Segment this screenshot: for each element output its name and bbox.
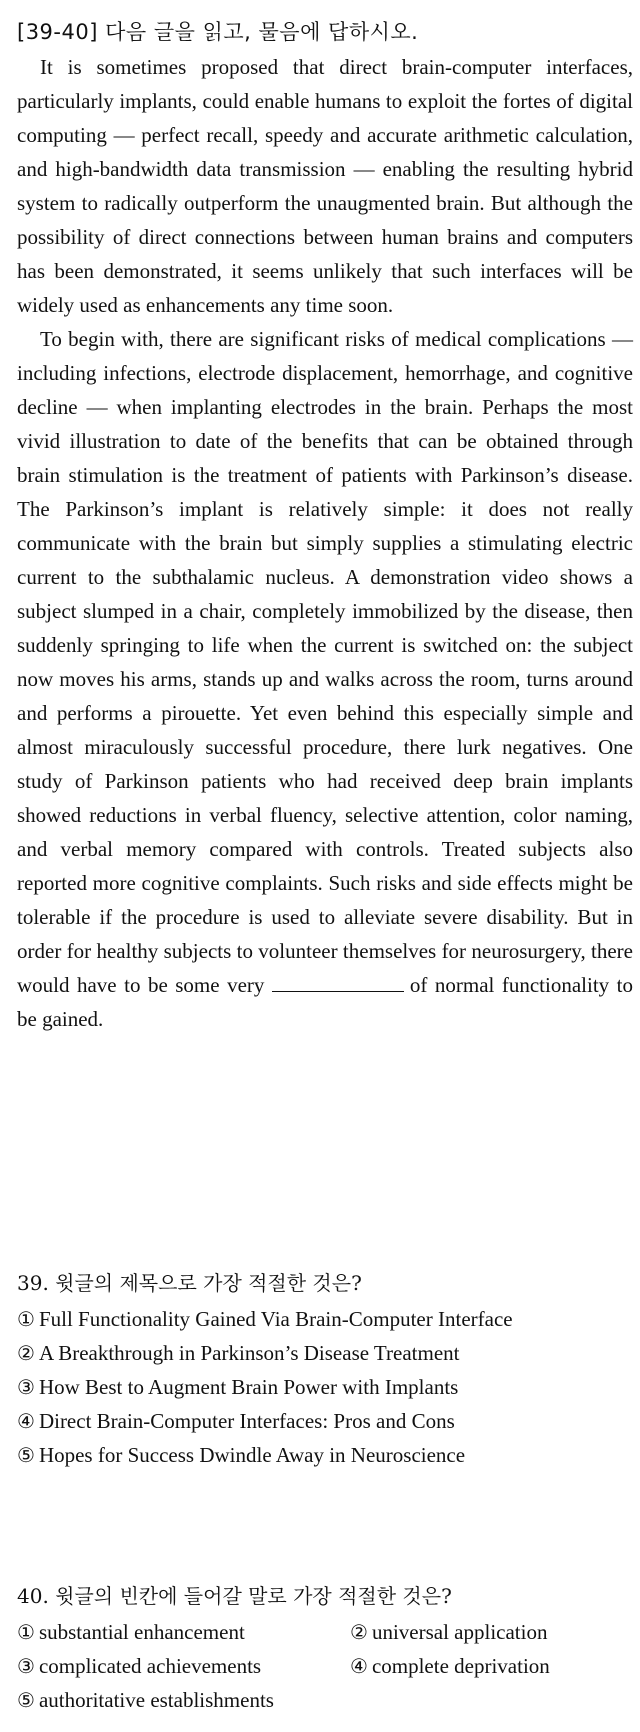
reading-passage bbox=[17, 50, 633, 1036]
question-39-title: 39. 윗글의 제목으로 가장 적절한 것은? bbox=[17, 1271, 362, 1295]
option-text: universal application bbox=[371, 1620, 548, 1644]
q40-option-2[interactable] bbox=[350, 1615, 633, 1649]
option-number: ⑤ bbox=[17, 1443, 35, 1467]
option-text: substantial enhancement bbox=[38, 1620, 245, 1644]
option-text: complicated achievements bbox=[38, 1654, 262, 1678]
q39-option-4[interactable] bbox=[17, 1404, 633, 1438]
answer-blank bbox=[272, 971, 404, 992]
question-40 bbox=[17, 1579, 633, 1717]
q40-option-4[interactable] bbox=[350, 1649, 633, 1683]
q40-option-1[interactable] bbox=[17, 1615, 350, 1649]
option-number: ⑤ bbox=[17, 1688, 35, 1712]
question-set-header: [39-40] 다음 글을 읽고, 물음에 답하시오. bbox=[17, 20, 419, 44]
option-number: ③ bbox=[17, 1654, 35, 1678]
q39-option-5[interactable] bbox=[17, 1438, 633, 1472]
q40-option-3[interactable] bbox=[17, 1649, 350, 1683]
option-number: ④ bbox=[350, 1654, 368, 1678]
option-number: ③ bbox=[17, 1375, 35, 1399]
question-39 bbox=[17, 1266, 633, 1472]
option-text: Direct Brain-Computer Interfaces: Pros and Cons bbox=[38, 1409, 455, 1433]
option-text: A Breakthrough in Parkinson’s Disease Treatment bbox=[38, 1341, 460, 1365]
paragraph-2-text: To begin with, there are significant risks of medical complications — including infections, electrode displacement, hemorrhage, and cognitive decline — when implanting electrodes in the brain. Perhaps the most vivid illustration to date of the benefits that can be obtained through brain stimulation is the treatment of patients with Parkinson’s disease. The Parkinson’s implant is relatively simple: it does not really communicate with the brain but simply supplies a stimulating electric current to the subthalamic nucleus. A demonstration video shows a subject slumped in a chair, completely immobilized by the disease, then suddenly springing to life when the current is switched on: the subject now moves his arms, stands up and walks across the room, turns around and performs a pirouette. Yet even behind this especially simple and almost miraculously successful procedure, there lurk negatives. One study of Parkinson patients who had received deep brain implants showed reductions in verbal fluency, selective attention, color naming, and verbal memory compared with controls. Treated subjects also reported more cognitive complaints. Such risks and side effects might be tolerable if the procedure is used to alleviate severe disability. But in order for healthy subjects to volunteer themselves for neurosurgery, there would have to be some very bbox=[17, 327, 633, 997]
option-text: Hopes for Success Dwindle Away in Neuroscience bbox=[38, 1443, 466, 1467]
option-number: ② bbox=[350, 1620, 368, 1644]
q40-option-5[interactable] bbox=[17, 1683, 350, 1717]
q39-option-3[interactable] bbox=[17, 1370, 633, 1404]
option-number: ① bbox=[17, 1620, 35, 1644]
option-number: ④ bbox=[17, 1409, 35, 1433]
paragraph-2-ending: of normal functionality to be gained. bbox=[17, 973, 633, 1031]
option-text: How Best to Augment Brain Power with Implants bbox=[38, 1375, 459, 1399]
question-40-title: 40. 윗글의 빈칸에 들어갈 말로 가장 적절한 것은? bbox=[17, 1584, 452, 1608]
option-number: ② bbox=[17, 1341, 35, 1365]
passage-paragraph-1: It is sometimes proposed that direct brain-computer interfaces, particularly implants, could enable humans to exploit the fortes of digital computing — perfect recall, speedy and accurate arithmetic calculation, and high-bandwidth data transmission — enabling the resulting hybrid system to radically outperform the unaugmented brain. But although the possibility of direct connections between human brains and computers has been demonstrated, it seems unlikely that such interfaces will be widely used as enhancements any time soon. bbox=[17, 55, 633, 317]
passage-paragraph-2 bbox=[17, 322, 633, 1036]
q40-options bbox=[17, 1615, 633, 1717]
option-text: complete deprivation bbox=[371, 1654, 550, 1678]
option-text: authoritative establishments bbox=[38, 1688, 274, 1712]
q39-option-2[interactable] bbox=[17, 1336, 633, 1370]
option-text: Full Functionality Gained Via Brain-Computer Interface bbox=[38, 1307, 513, 1331]
option-number: ① bbox=[17, 1307, 35, 1331]
q39-option-1[interactable] bbox=[17, 1302, 633, 1336]
